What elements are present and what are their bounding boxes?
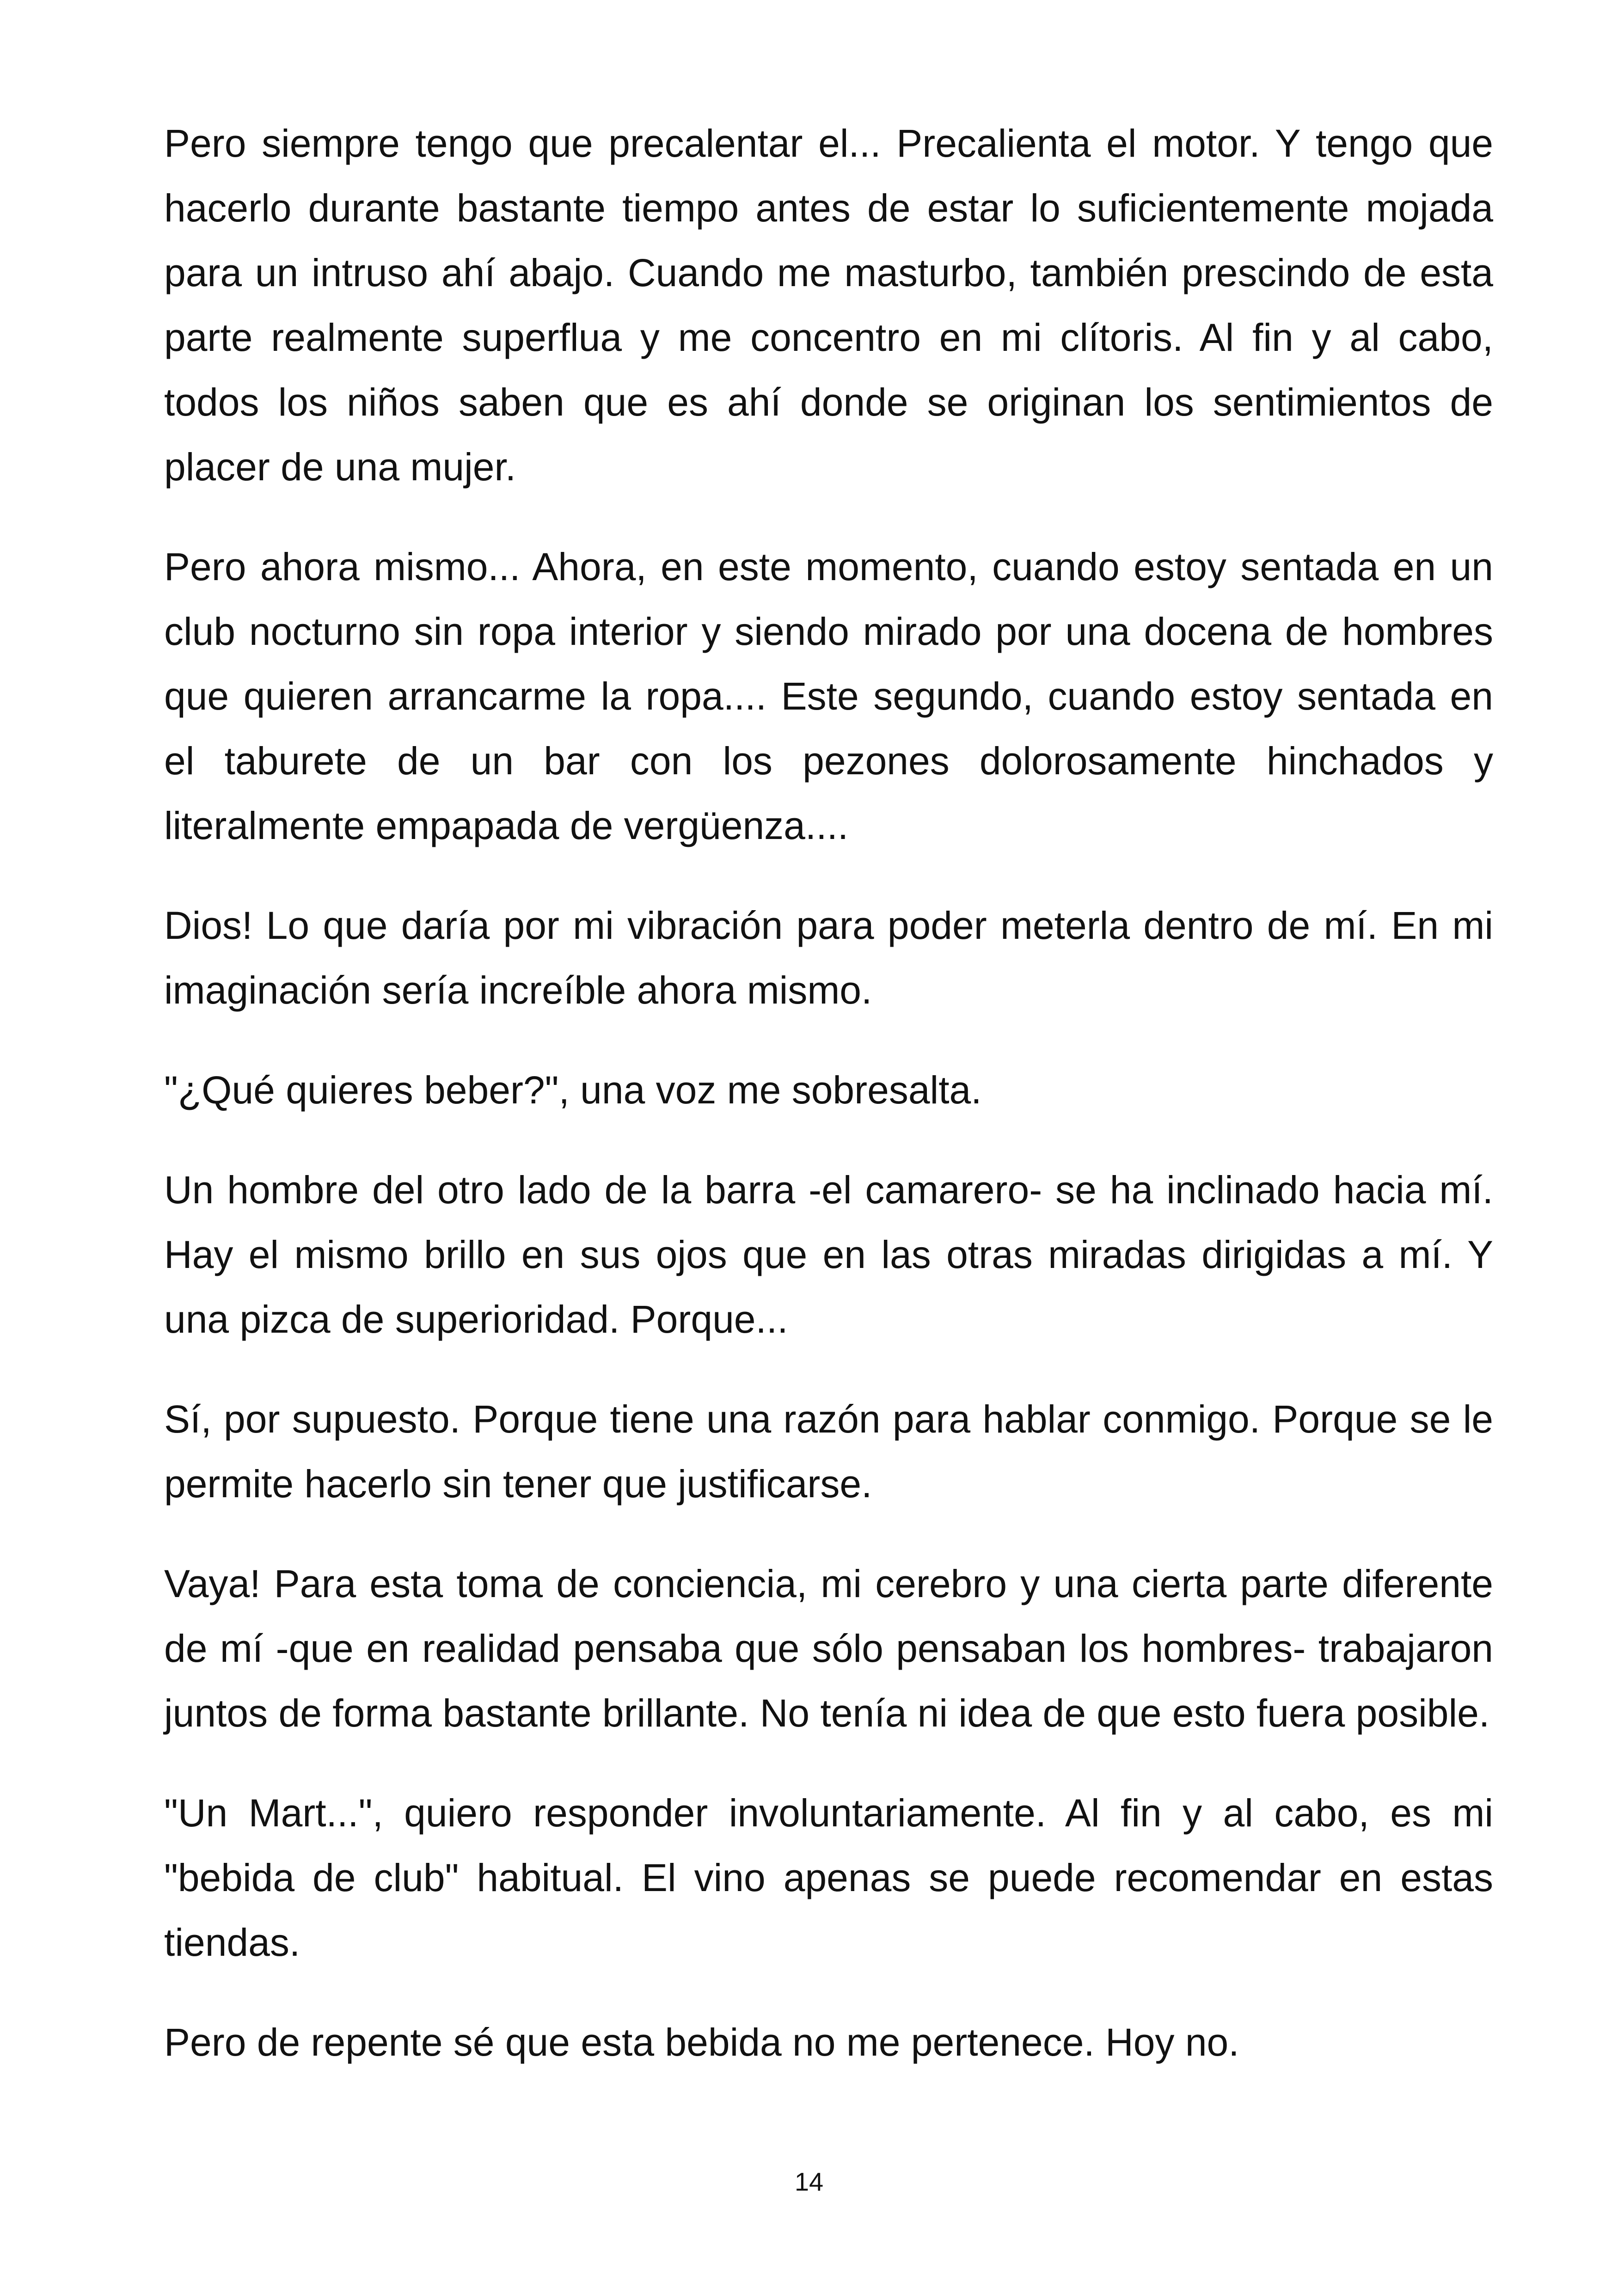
paragraph: Pero de repente sé que esta bebida no me pertenece. Hoy no. [164, 2020, 1239, 2064]
paragraph: Dios! Lo que daría por mi vibración para poder meterla dentro de mí. En mi imaginación sería increíble ahora mismo. [164, 904, 1493, 1012]
body-text [164, 111, 1493, 2110]
paragraph: Pero ahora mismo... Ahora, en este momento, cuando estoy sentada en un club nocturno sin ropa interior y siendo mirado por una docena de hombres que quieren arrancarme la ropa.... Este segundo, cuando estoy sentada en el taburete de un bar con los pezones dolorosamente hinchados y literalmente empapada de vergüenza.... [164, 545, 1493, 847]
paragraph: "¿Qué quieres beber?", una voz me sobresalta. [164, 1068, 982, 1112]
paragraph: "Un Mart...", quiero responder involuntariamente. Al fin y al cabo, es mi "bebida de club" habitual. El vino apenas se puede recomendar en estas tiendas. [164, 1791, 1493, 1964]
paragraph: Pero siempre tengo que precalentar el... Precalienta el motor. Y tengo que hacerlo durante bastante tiempo antes de estar lo suficientemente mojada para un intruso ahí abajo. Cuando me masturbo, también prescindo de esta parte realmente superflua y me concentro en mi clítoris. Al fin y al cabo, todos los niños saben que es ahí donde se originan los sentimientos de placer de una mujer. [164, 122, 1493, 489]
page-number: 14 [794, 2167, 824, 2196]
paragraph: Vaya! Para esta toma de conciencia, mi cerebro y una cierta parte diferente de mí -que en realidad pensaba que sólo pensaban los hombres- trabajaron juntos de forma bastante brillante. No tenía ni idea de que esto fuera posible. [164, 1562, 1493, 1735]
paragraph: Un hombre del otro lado de la barra -el camarero- se ha inclinado hacia mí. Hay el mismo brillo en sus ojos que en las otras miradas dirigidas a mí. Y una pizca de superioridad. Porque... [164, 1168, 1493, 1341]
paragraph: Sí, por supuesto. Porque tiene una razón para hablar conmigo. Porque se le permite hacerlo sin tener que justificarse. [164, 1397, 1493, 1506]
